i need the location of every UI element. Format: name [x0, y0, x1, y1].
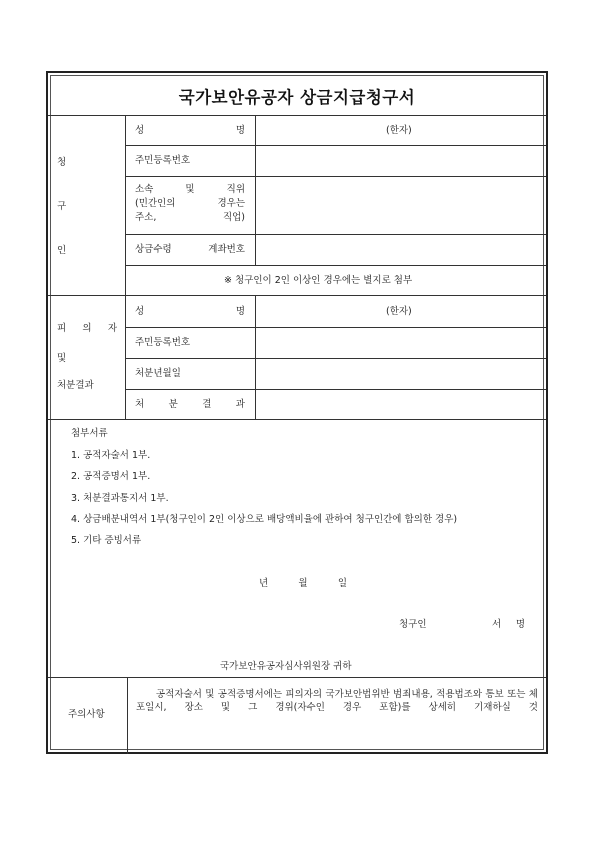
label-char: 명 — [235, 125, 245, 136]
label-line — [135, 197, 245, 211]
suspect-name-hint: (한자) — [386, 306, 412, 317]
suspect-result-label — [135, 399, 245, 411]
label-word: 소속 — [135, 184, 154, 195]
suspect-side-line2: 및 — [57, 353, 67, 364]
label-word: 경우는 — [217, 198, 245, 209]
suspect-date-field[interactable] — [257, 359, 545, 388]
suspect-side-line1 — [57, 323, 117, 335]
sign-char: 명 — [515, 619, 525, 630]
side-char: 청 — [57, 157, 67, 168]
divider — [48, 677, 546, 678]
attachment-item: 1. 공적자술서 1부. — [71, 450, 151, 461]
claimant-rrn-label: 주민등록번호 — [135, 155, 191, 166]
divider — [127, 677, 128, 754]
notice-text: 공적자술서 및 공적증명서에는 피의자의 국가보안법위반 범죄내용, 적용법조와 통보 또는 체포일시, 장소 및 그 경위(자수인 경우 포함)를 상세히 기재하실 것 — [136, 689, 538, 713]
claimant-note: ※ 청구인이 2인 이상인 경우에는 별지로 첨부 — [224, 275, 413, 286]
label-char: 명 — [235, 306, 245, 317]
date-char: 일 — [337, 578, 347, 589]
side-char: 자 — [107, 323, 117, 334]
attachment-item: 2. 공적증명서 1부. — [71, 471, 151, 482]
label-char: 성 — [135, 306, 145, 317]
claimant-affiliation-label — [135, 183, 245, 225]
signature-field[interactable] — [492, 619, 525, 631]
divider — [125, 265, 546, 266]
label-char: 결 — [202, 399, 212, 410]
suspect-rrn-field[interactable] — [257, 328, 545, 357]
label-word: 직위 — [226, 184, 245, 195]
date-char: 월 — [298, 578, 308, 589]
side-char: 인 — [57, 245, 67, 257]
form-title: 국가보안유공자 상금지급청구서 — [178, 88, 416, 107]
label-line — [135, 211, 245, 225]
claimant-rrn-field[interactable] — [257, 146, 545, 175]
divider — [255, 295, 256, 419]
attachment-item: 3. 처분결과통지서 1부. — [71, 493, 169, 504]
side-char: 구 — [57, 201, 67, 213]
suspect-name-label — [135, 306, 245, 318]
claimant-side-label — [57, 157, 66, 257]
suspect-name-field[interactable] — [257, 296, 545, 326]
suspect-result-field[interactable] — [257, 390, 545, 418]
attachment-item: 5. 기타 증빙서류 — [71, 535, 142, 546]
label-word: 주소, — [135, 212, 157, 223]
side-char: 피 — [57, 323, 67, 334]
label-char: 과 — [235, 399, 245, 410]
label-word: 및 — [185, 184, 195, 195]
date-char: 년 — [259, 578, 269, 589]
claimant-name-hint: (한자) — [386, 125, 412, 136]
suspect-rrn-label: 주민등록번호 — [135, 337, 191, 348]
divider — [125, 115, 126, 419]
claimant-account-field[interactable] — [257, 235, 545, 264]
label-word: 상금수령 — [135, 244, 172, 255]
sign-char: 서 — [492, 619, 502, 630]
claimant-name-label — [135, 125, 245, 137]
claimant-affiliation-field[interactable] — [257, 177, 545, 233]
label-char: 처 — [135, 399, 145, 410]
attachment-item: 4. 상금배분내역서 1부(청구인이 2인 이상으로 배당액비율에 관하여 청구인간에 합의한 경우) — [71, 514, 458, 525]
form-frame — [46, 71, 548, 754]
suspect-side-line3: 처분결과 — [57, 380, 94, 391]
label-line — [135, 183, 245, 197]
date-line — [259, 578, 347, 590]
addressee: 국가보안유공자심사위원장 귀하 — [220, 661, 352, 672]
divider — [255, 115, 256, 265]
claimant-name-field[interactable] — [257, 116, 545, 144]
label-word: 계좌번호 — [208, 244, 245, 255]
notice-label: 주의사항 — [68, 709, 105, 720]
side-char: 의 — [82, 323, 92, 334]
claimant-account-label — [135, 244, 245, 256]
label-word: (민간인의 — [135, 198, 176, 209]
label-word: 직업) — [222, 212, 245, 223]
attachments-heading: 첨부서류 — [71, 428, 108, 439]
label-char: 분 — [168, 399, 178, 410]
signer-label: 청구인 — [399, 619, 427, 630]
label-char: 성 — [135, 125, 145, 136]
divider — [48, 419, 546, 420]
suspect-date-label: 처분년월일 — [135, 368, 181, 379]
